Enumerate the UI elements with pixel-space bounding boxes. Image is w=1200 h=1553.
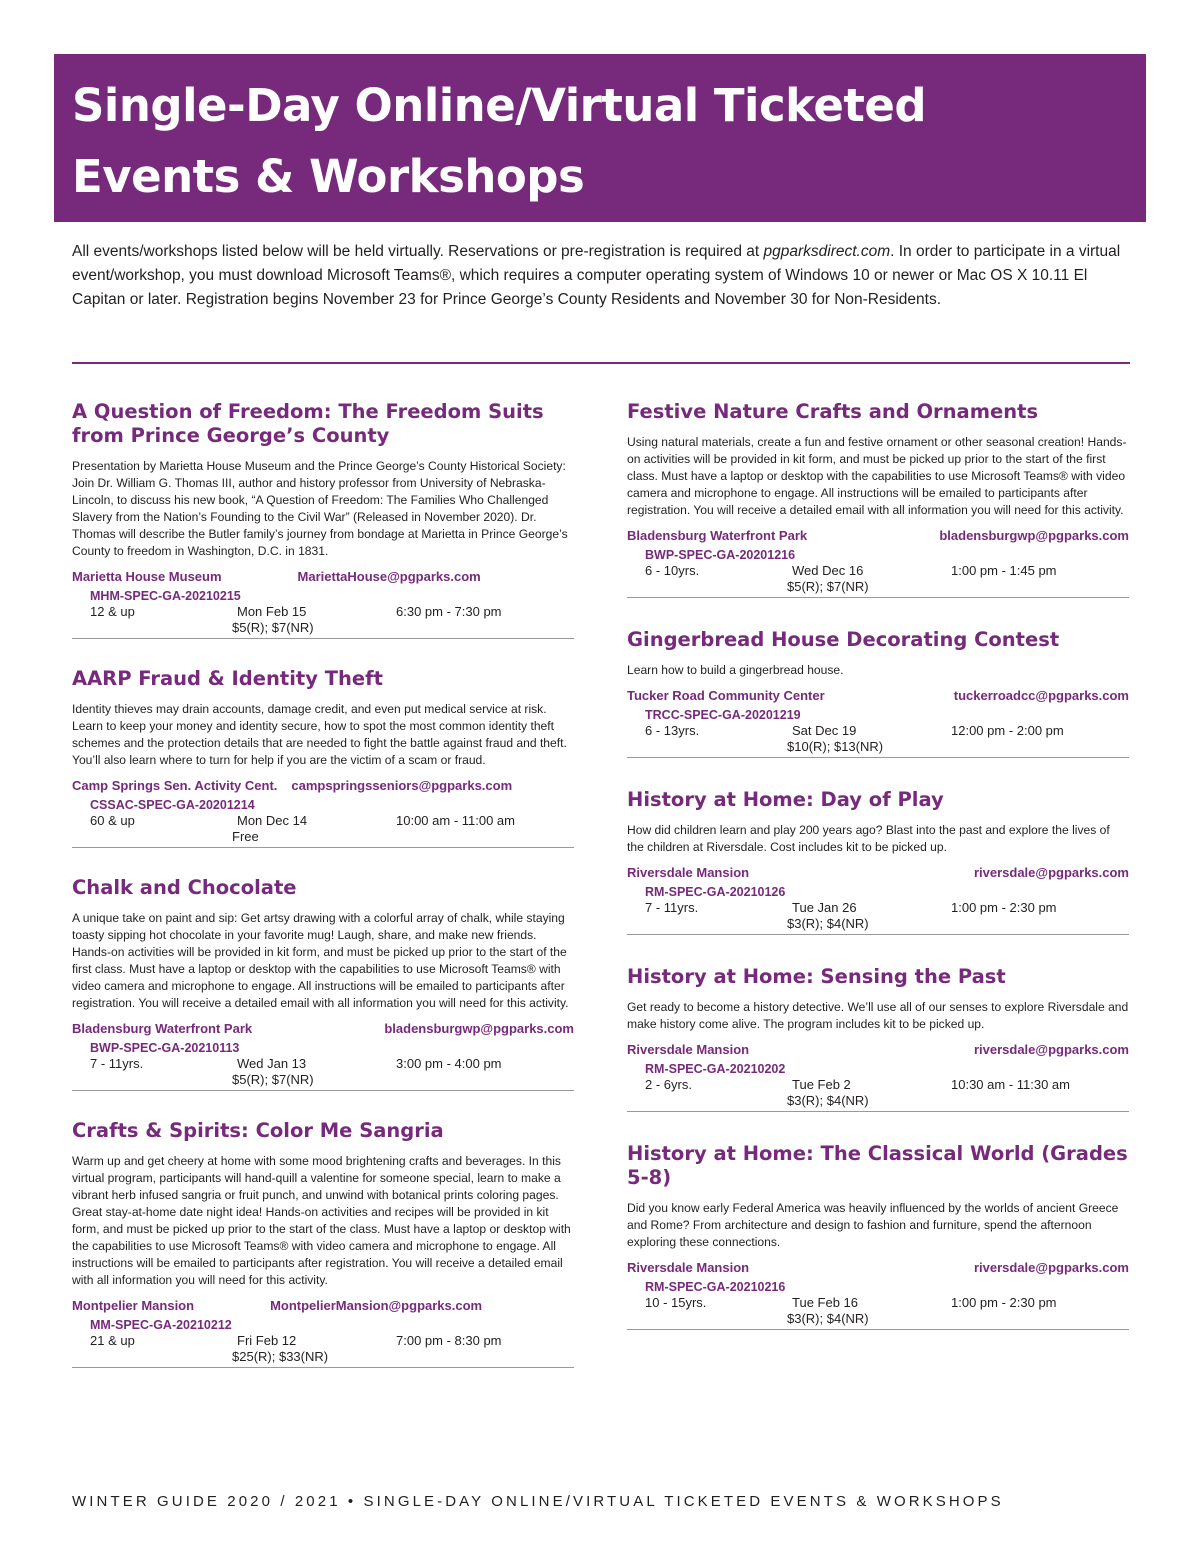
event-price: $25(R); $33(NR) (232, 1349, 329, 1364)
event-email[interactable]: riversdale@pgparks.com (973, 1260, 1129, 1275)
event-details (72, 1333, 574, 1368)
event-age: 60 & up (90, 813, 135, 828)
event-card (627, 788, 1129, 935)
event-description: A unique take on paint and sip: Get artsy drawing with a colorful array of chalk, while staying toasty sipping hot chocolate in your favorite mug! Laugh, share, and make new friends. Hands-on activities will be provided in kit form, and must be picked up prior to the start of the first class. Must have a laptop or desktop with the capabilities to use Microsoft Teams® with video camera and microphone to engage. All instructions will be emailed to participants after registration. You will receive a detailed email with all information you will need for this activity. (72, 911, 569, 1010)
event-email[interactable]: riversdale@pgparks.com (973, 865, 1129, 880)
intro-text-after: . In order to participate in a virtual event/workshop, you must download Microsoft Teams®, which requires a computer operating system of Windows 10 or newer or Mac OS X 10.11 El Capitan or later. Registration begins November 23 for Prince George’s County Residents and November 30 for Non-Residents. (72, 243, 1121, 308)
event-card (627, 628, 1129, 758)
event-description: Learn how to build a gingerbread house. (627, 663, 844, 677)
event-contact (72, 1020, 574, 1037)
event-details (72, 1056, 574, 1091)
event-price: $3(R); $4(NR) (787, 916, 869, 931)
event-time: 10:00 am - 11:00 am (396, 813, 515, 828)
event-description: How did children learn and play 200 years ago? Blast into the past and explore the lives of the children at Riversdale. Cost includes kit to be picked up. (627, 823, 1110, 854)
event-details (627, 563, 1129, 598)
event-price: $5(R); $7(NR) (232, 1072, 314, 1087)
event-contact (72, 568, 574, 585)
event-description: Warm up and get cheery at home with some mood brightening crafts and beverages. In this virtual program, participants will hand-quill a valentine for someone special, learn to make a vibrant herb infused sangria or fruit punch, and unwind with botanical prints coloring pages. Great stay-at-home date night idea! Hands-on activities and recipes will be provided in kit form, and must be picked up prior to the start of the class. Must have a laptop or desktop with the capabilities to use Microsoft Teams® with video camera and microphone to engage. All instructions will be emailed to participants after registration. You will receive a detailed email with all information you will need for this activity. (72, 1154, 571, 1287)
event-card (72, 400, 574, 639)
event-date: Mon Dec 14 (237, 813, 308, 828)
event-age: 7 - 11yrs. (90, 1056, 144, 1071)
event-time: 6:30 pm - 7:30 pm (396, 604, 502, 619)
event-location: Bladensburg Waterfront Park (627, 528, 808, 543)
event-card (72, 1119, 574, 1368)
event-email[interactable]: tuckerroadcc@pgparks.com (953, 688, 1129, 703)
event-email[interactable]: MontpelierMansion@pgparks.com (270, 1298, 483, 1313)
event-email[interactable]: riversdale@pgparks.com (973, 1042, 1129, 1057)
event-age: 10 - 15yrs. (645, 1295, 707, 1310)
event-date: Fri Feb 12 (237, 1333, 297, 1348)
event-card (627, 965, 1129, 1112)
event-email[interactable]: bladensburgwp@pgparks.com (384, 1021, 574, 1036)
event-date: Mon Feb 15 (237, 604, 307, 619)
event-title: Crafts & Spirits: Color Me Sangria (72, 1119, 444, 1142)
event-price: $5(R); $7(NR) (787, 579, 869, 594)
event-time: 1:00 pm - 2:30 pm (951, 1295, 1057, 1310)
event-date: Wed Dec 16 (792, 563, 864, 578)
event-time: 7:00 pm - 8:30 pm (396, 1333, 502, 1348)
event-age: 12 & up (90, 604, 135, 619)
event-details (627, 1077, 1129, 1112)
event-description: Get ready to become a history detective. We’ll use all of our senses to explore Riversdale and make history come alive. The program includes kit to be picked up. (627, 1000, 1129, 1031)
event-title: History at Home: The Classical World (Grades 5-8) (627, 1142, 1128, 1189)
intro-text-before: All events/workshops listed below will be held virtually. Reservations or pre-registration is required at (72, 243, 764, 260)
event-time: 10:30 am - 11:30 am (951, 1077, 1070, 1092)
registration-link[interactable]: pgparksdirect.com (763, 243, 891, 260)
event-contact (627, 527, 1129, 544)
event-code: TRCC-SPEC-GA-20201219 (645, 708, 801, 722)
event-description: Using natural materials, create a fun and festive ornament or other seasonal creation! Hands-on activities will be provided in kit form, and must be picked up prior to the start of the first class. Must have a laptop or desktop with the capabilities to use Microsoft Teams® with video camera and microphone to engage. All instructions will be emailed to participants after registration. You will receive a detailed email with all information you will need for this activity. (627, 435, 1127, 517)
event-time: 1:00 pm - 2:30 pm (951, 900, 1057, 915)
event-description: Presentation by Marietta House Museum and the Prince George’s County Historical Society: Join Dr. William G. Thomas III, author and history professor from University of Nebraska-Lincoln, to discuss his new book, “A Question of Freedom: The Families Who Challenged Slavery from the Nation’s Founding to the Civil War” (Released in November 2020). Dr. Thomas will describe the Butler family’s journey from bondage at Marietta in Prince George’s County to freedom in Washington, D.C. in 1831. (72, 459, 568, 558)
event-email[interactable]: campspringsseniors@pgparks.com (291, 778, 513, 793)
event-code: CSSAC-SPEC-GA-20201214 (90, 798, 255, 812)
intro-paragraph (72, 240, 1132, 312)
event-location: Riversdale Mansion (627, 1042, 750, 1057)
event-code: MM-SPEC-GA-20210212 (90, 1318, 232, 1332)
event-details (627, 723, 1129, 758)
title-banner (54, 54, 1146, 222)
event-code: BWP-SPEC-GA-20210113 (90, 1041, 240, 1055)
event-email[interactable]: bladensburgwp@pgparks.com (939, 528, 1129, 543)
event-age: 2 - 6yrs. (645, 1077, 692, 1092)
event-age: 6 - 10yrs. (645, 563, 700, 578)
event-details (627, 1295, 1129, 1330)
event-location: Montpelier Mansion (72, 1298, 195, 1313)
event-title: A Question of Freedom: The Freedom Suits from Prince George’s County (72, 400, 544, 447)
event-price: $3(R); $4(NR) (787, 1093, 869, 1108)
event-description: Identity thieves may drain accounts, damage credit, and even put medical service at risk. Learn to keep your money and identity secure, how to spot the most common identity theft schemes and the protection details that are needed to fight the battle against fraud and theft. You’ll also learn where to turn for help if you are the victim of a scam or fraud. (72, 702, 567, 767)
event-description: Did you know early Federal America was heavily influenced by the worlds of ancient Greece and Rome? From architecture and design to fashion and furniture, spend the afternoon exploring these connections. (627, 1201, 1119, 1249)
event-title: Festive Nature Crafts and Ornaments (627, 400, 1039, 423)
event-code: RM-SPEC-GA-20210126 (645, 885, 786, 899)
event-code: RM-SPEC-GA-20210202 (645, 1062, 786, 1076)
event-price: $10(R); $13(NR) (787, 739, 884, 754)
event-contact (627, 687, 1129, 704)
page-footer: WINTER GUIDE 2020 / 2021 • SINGLE-DAY ONLINE/VIRTUAL TICKETED EVENTS & WORKSHOPS (72, 1493, 1004, 1510)
event-code: BWP-SPEC-GA-20201216 (645, 548, 796, 562)
event-contact (72, 1297, 574, 1314)
event-card (627, 400, 1129, 598)
event-location: Marietta House Museum (72, 569, 222, 584)
event-card (627, 1142, 1129, 1330)
title-line-1: Single-Day Online/Virtual Ticketed (72, 79, 927, 132)
event-age: 7 - 11yrs. (645, 900, 699, 915)
event-location: Camp Springs Sen. Activity Cent. (72, 778, 278, 793)
event-contact (627, 1259, 1129, 1276)
event-date: Wed Jan 13 (237, 1056, 307, 1071)
event-location: Riversdale Mansion (627, 865, 750, 880)
page-title (72, 70, 1146, 212)
section-divider (72, 362, 1130, 364)
event-date: Sat Dec 19 (792, 723, 857, 738)
event-contact (627, 1041, 1129, 1058)
event-title: History at Home: Sensing the Past (627, 965, 1006, 988)
event-title: AARP Fraud & Identity Theft (72, 667, 383, 690)
event-card (72, 876, 574, 1091)
event-location: Tucker Road Community Center (627, 688, 825, 703)
event-contact (72, 777, 574, 794)
event-code: RM-SPEC-GA-20210216 (645, 1280, 786, 1294)
event-card (72, 667, 574, 848)
event-age: 21 & up (90, 1333, 135, 1348)
event-email[interactable]: MariettaHouse@pgparks.com (297, 569, 481, 584)
event-location: Bladensburg Waterfront Park (72, 1021, 253, 1036)
event-location: Riversdale Mansion (627, 1260, 750, 1275)
right-column (627, 400, 1129, 1360)
event-date: Tue Feb 2 (792, 1077, 851, 1092)
event-time: 1:00 pm - 1:45 pm (951, 563, 1057, 578)
event-details (72, 604, 574, 639)
event-price: Free (232, 829, 259, 844)
left-column (72, 400, 574, 1398)
event-title: Chalk and Chocolate (72, 876, 297, 899)
event-age: 6 - 13yrs. (645, 723, 700, 738)
event-contact (627, 864, 1129, 881)
event-details (627, 900, 1129, 935)
event-details (72, 813, 574, 848)
event-title: History at Home: Day of Play (627, 788, 944, 811)
event-price: $3(R); $4(NR) (787, 1311, 869, 1326)
event-date: Tue Jan 26 (792, 900, 857, 915)
event-price: $5(R); $7(NR) (232, 620, 314, 635)
event-time: 3:00 pm - 4:00 pm (396, 1056, 502, 1071)
event-title: Gingerbread House Decorating Contest (627, 628, 1060, 651)
title-line-2: Events & Workshops (72, 150, 585, 204)
event-time: 12:00 pm - 2:00 pm (951, 723, 1064, 738)
event-date: Tue Feb 16 (792, 1295, 859, 1310)
event-code: MHM-SPEC-GA-20210215 (90, 589, 241, 603)
